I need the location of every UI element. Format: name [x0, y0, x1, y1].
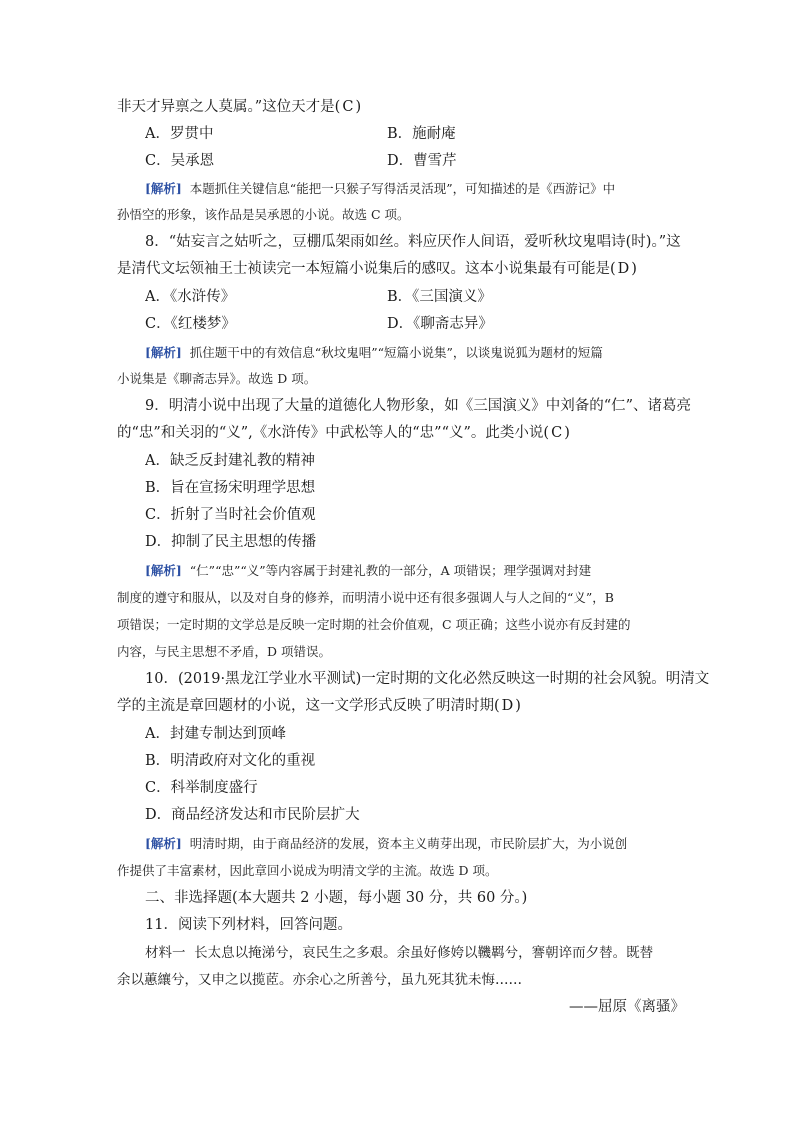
q7-analysis-line-2: 孙悟空的形象，该作品是吴承恩的小说。故选 C 项。: [117, 207, 410, 222]
q11-source: ——屈原《离骚》: [569, 999, 685, 1015]
analysis-label: [解析]: [145, 345, 182, 360]
q9-option-c: C．折射了当时社会价值观: [145, 507, 316, 523]
q9-option-d: D．抑制了民主思想的传播: [145, 534, 317, 550]
q7-option-b: B．施耐庵: [387, 126, 456, 142]
q8-analysis-line-1: [解析] 抓住题干中的有效信息“秋坟鬼唱”“短篇小说集”，以谈鬼说狐为题材的短篇: [145, 345, 603, 360]
q8-stem-line-2: 是清代文坛领袖王士祯读完一本短篇小说集后的感叹。这本小说集最有可能是( D ): [117, 261, 637, 277]
q9-answer: C: [551, 425, 563, 441]
q7-option-d: D．曹雪芹: [387, 153, 457, 169]
q7-answer: C: [342, 99, 354, 115]
q9-analysis-line-1: [解析] “仁”“忠”“义”等内容属于封建礼教的一部分，A 项错误；理学强调对封建: [145, 563, 592, 578]
q9-analysis-line-4: 内容，与民主思想不矛盾，D 项错误。: [117, 644, 331, 659]
q8-option-d: D．《聊斋志异》: [387, 316, 493, 332]
q10-option-b: B．明清政府对文化的重视: [145, 753, 316, 769]
analysis-label: [解析]: [145, 181, 182, 196]
q11-stem: 11．阅读下列材料，回答问题。: [145, 917, 352, 933]
q8-option-a: A．《水浒传》: [145, 289, 236, 305]
q11-material-line-2: 余以蕙纕兮，又申之以揽茝。亦余心之所善兮，虽九死其犹未悔……: [117, 972, 522, 988]
q10-option-a: A．封建专制达到顶峰: [145, 726, 286, 742]
q10-stem-line-1: 10．(2019·黑龙江学业水平测试)一定时期的文化必然反映这一时期的社会风貌。明清文: [145, 671, 710, 687]
q8-option-b: B．《三国演义》: [387, 289, 492, 305]
q7-option-c: C．吴承恩: [145, 153, 215, 169]
q9-option-a: A．缺乏反封建礼教的精神: [145, 453, 315, 469]
q8-option-c: C．《红楼梦》: [145, 316, 236, 332]
q7-option-a: A．罗贯中: [145, 126, 214, 142]
analysis-label: [解析]: [145, 563, 182, 578]
analysis-label: [解析]: [145, 836, 182, 851]
q10-analysis-line-1: [解析] 明清时期，由于商品经济的发展，资本主义萌芽出现，市民阶层扩大，为小说创: [145, 836, 628, 851]
q8-analysis-line-2: 小说集是《聊斋志异》。故选 D 项。: [117, 371, 317, 386]
q9-stem-line-2: 的“忠”和关羽的“义”,《水浒传》中武松等人的“忠”“义”。此类小说( C ): [117, 425, 570, 441]
q9-analysis-line-2: 制度的遵守和服从，以及对自身的修养，而明清小说中还有很多强调人与人之间的“义”，B: [117, 590, 614, 605]
q7-stem: 非天才异禀之人莫属。”这位天才是( C ): [117, 99, 362, 115]
q10-analysis-line-2: 作提供了丰富素材，因此章回小说成为明清文学的主流。故选 D 项。: [117, 863, 498, 878]
q10-answer: D: [501, 698, 514, 714]
q10-stem-line-2: 学的主流是章回题材的小说，这一文学形式反映了明清时期( D ): [117, 698, 521, 714]
q9-option-b: B．旨在宣扬宋明理学思想: [145, 480, 316, 496]
q9-stem-line-1: 9．明清小说中出现了大量的道德化人物形象，如《三国演义》中刘备的“仁”、诸葛亮: [145, 398, 692, 414]
q11-material-line-1: 材料一 长太息以掩涕兮，哀民生之多艰。余虽好修姱以鞿羁兮，謇朝谇而夕替。既替: [145, 945, 654, 961]
q7-analysis-line-1: [解析] 本题抓住关键信息“能把一只猴子写得活灵活现”，可知描述的是《西游记》中: [145, 181, 616, 196]
q10-option-d: D．商品经济发达和市民阶层扩大: [145, 807, 360, 823]
q8-answer: D: [617, 261, 630, 277]
material-label: 材料一: [145, 945, 186, 961]
q8-stem-line-1: 8．“姑妄言之姑听之，豆棚瓜架雨如丝。料应厌作人间语，爱听秋坟鬼唱诗(时)。”这: [145, 234, 681, 250]
section-heading: 二、非选择题(本大题共 2 小题，每小题 30 分，共 60 分。): [145, 890, 528, 906]
q9-analysis-line-3: 项错误；一定时期的文学总是反映一定时期的社会价值观，C 项正确；这些小说亦有反封建的: [117, 617, 631, 632]
q10-option-c: C．科举制度盛行: [145, 780, 258, 796]
